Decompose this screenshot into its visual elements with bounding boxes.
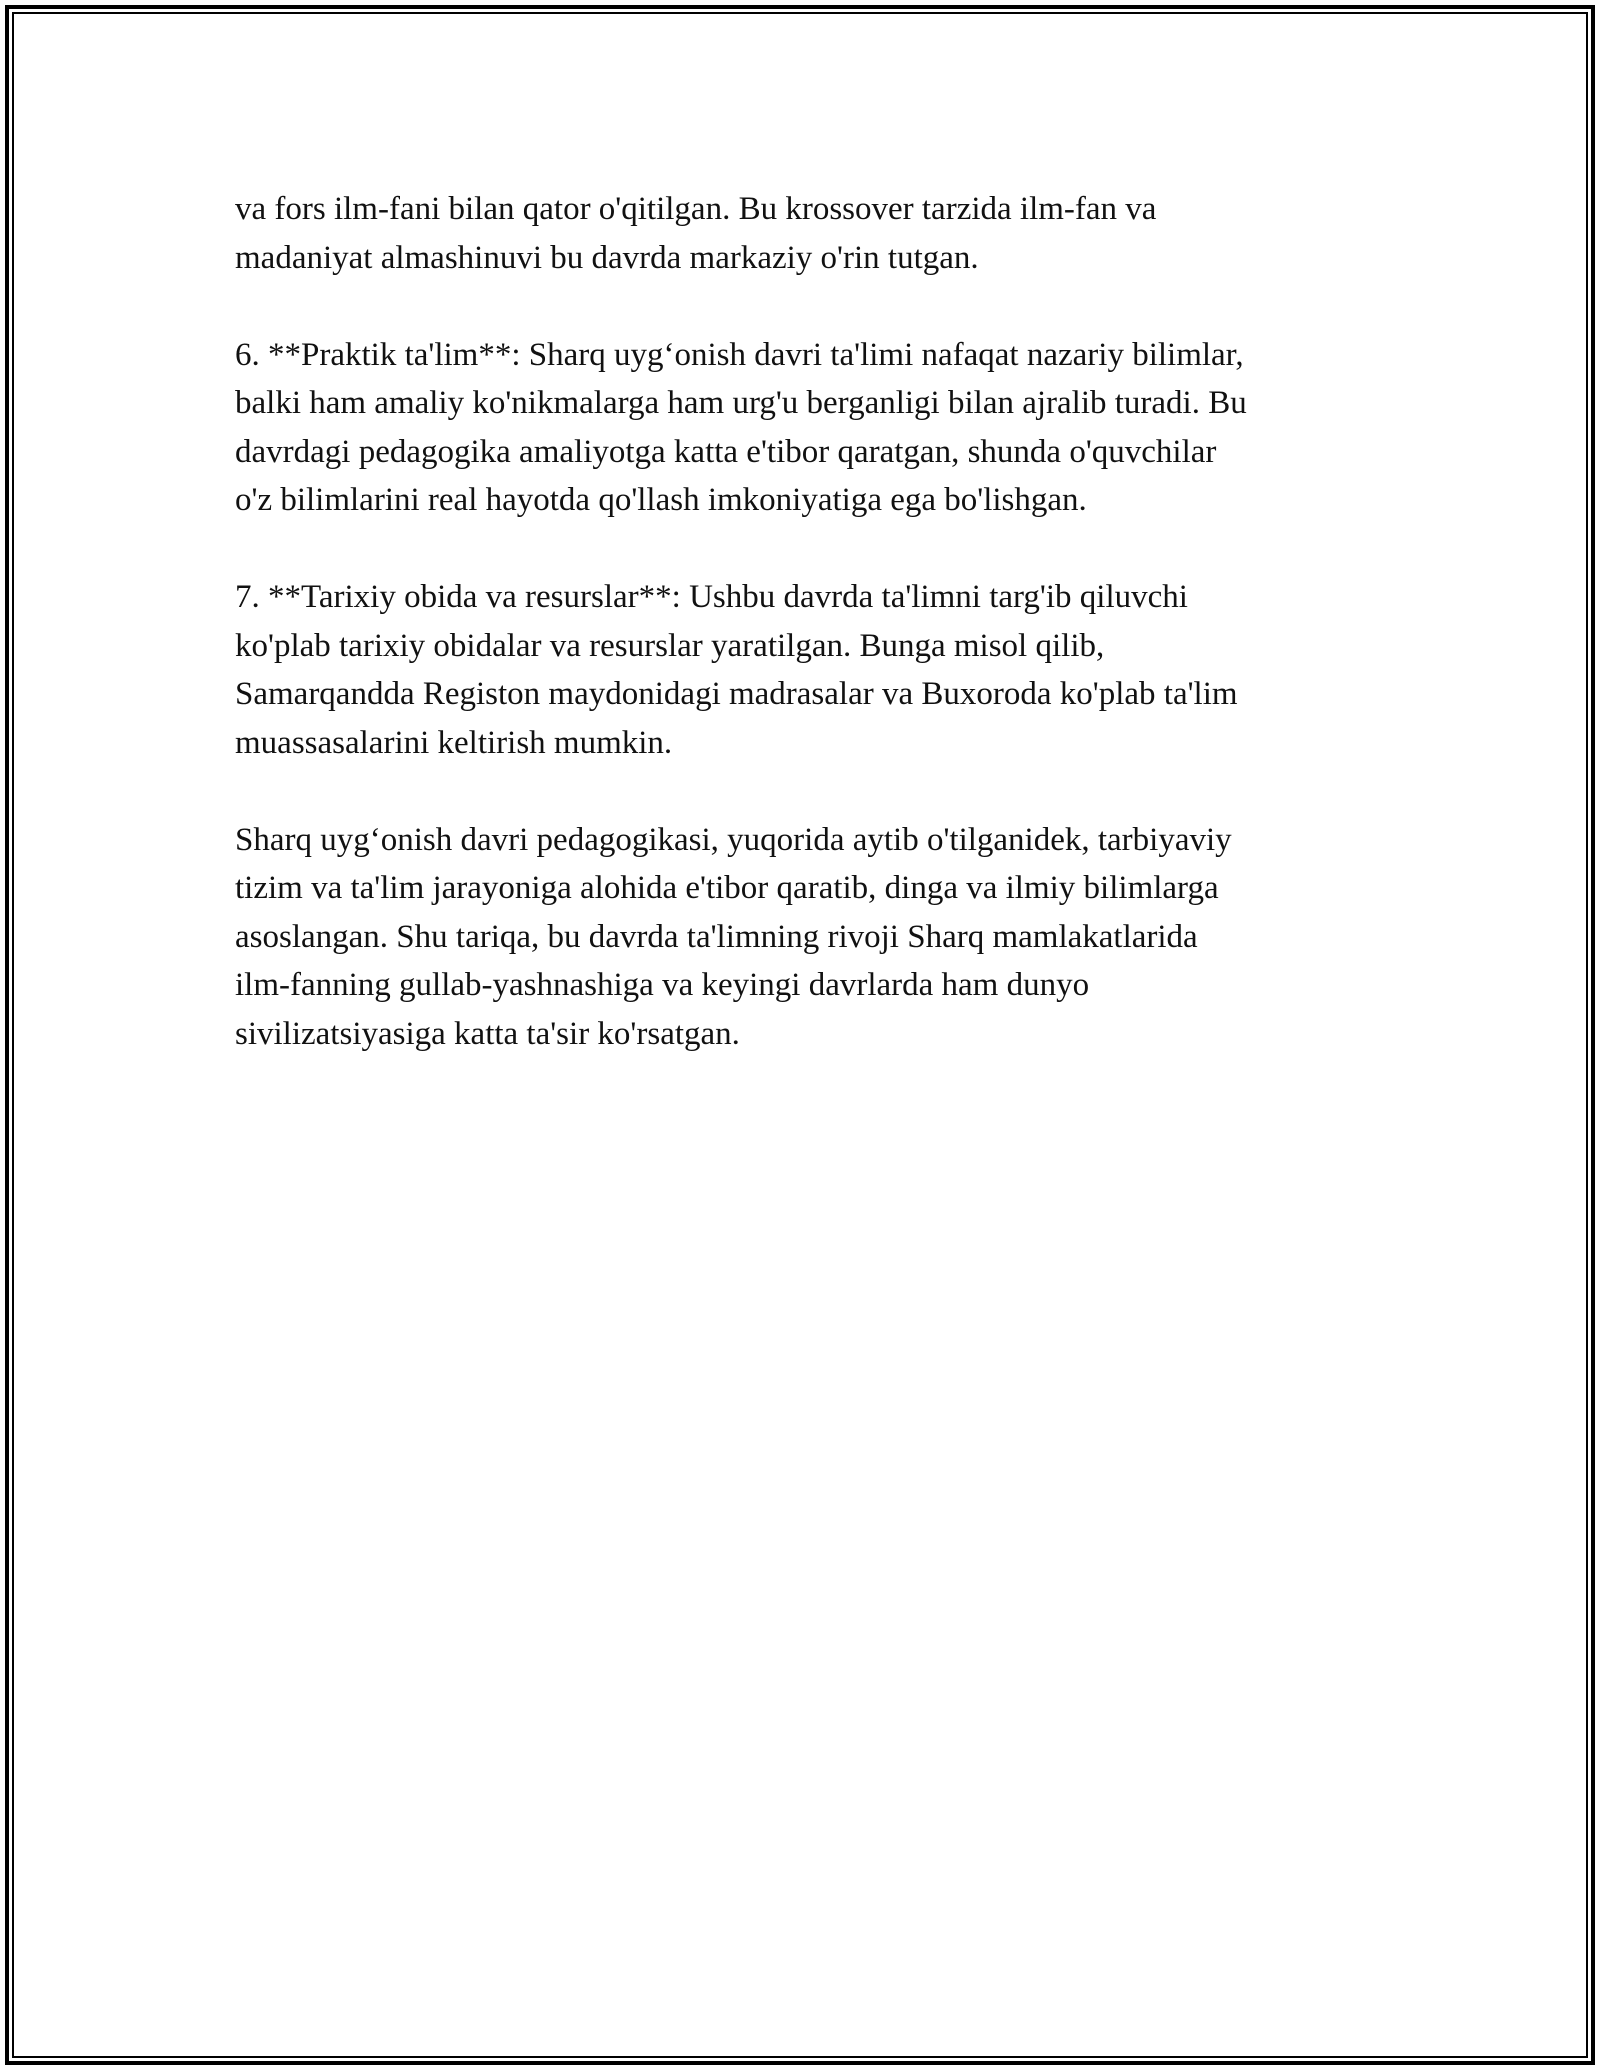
text-line: muassasalarini keltirish mumkin. xyxy=(235,724,673,761)
text-line: 6. **Praktik ta'lim**: Sharq uyg‘onish davri ta'limi nafaqat nazariy bilimlar, xyxy=(235,336,1244,373)
text-line: va fors ilm-fani bilan qator o'qitilgan. Bu krossover tarzida ilm-fan va xyxy=(235,191,1157,227)
paragraph-item-6 xyxy=(235,331,1385,525)
text-line: Samarqandda Registon maydonidagi madrasalar va Buxoroda ko'plab ta'lim xyxy=(235,676,1238,712)
text-line: ko'plab tarixiy obidalar va resurslar yaratilgan. Bunga misol qilib, xyxy=(235,627,1105,664)
document-body xyxy=(235,185,1385,1107)
text-line: 7. **Tarixiy obida va resurslar**: Ushbu davrda ta'limni targ'ib qiluvchi xyxy=(235,579,1188,615)
text-line: madaniyat almashinuvi bu davrda markaziy o'rin tutgan. xyxy=(235,239,979,276)
text-line: asoslangan. Shu tariqa, bu davrda ta'limning rivoji Sharq mamlakatlarida xyxy=(235,918,1198,955)
text-line: balki ham amaliy ko'nikmalarga ham urg'u berganligi bilan ajralib turadi. Bu xyxy=(235,385,1247,421)
text-line: o'z bilimlarini real hayotda qo'llash imkoniyatiga ega bo'lishgan. xyxy=(235,482,1087,518)
paragraph-continuation xyxy=(235,185,1385,282)
text-line: Sharq uyg‘onish davri pedagogikasi, yuqorida aytib o'tilganidek, tarbiyaviy xyxy=(235,821,1232,858)
text-line: davrdagi pedagogika amaliyotga katta e'tibor qaratgan, shunda o'quvchilar xyxy=(235,433,1217,470)
paragraph-item-7 xyxy=(235,573,1385,767)
paragraph-conclusion xyxy=(235,816,1385,1059)
text-line: ilm-fanning gullab-yashnashiga va keyingi davrlarda ham dunyo xyxy=(235,967,1090,1003)
text-line: tizim va ta'lim jarayoniga alohida e'tibor qaratib, dinga va ilmiy bilimlarga xyxy=(235,870,1219,906)
text-line: sivilizatsiyasiga katta ta'sir ko'rsatgan. xyxy=(235,1015,740,1052)
